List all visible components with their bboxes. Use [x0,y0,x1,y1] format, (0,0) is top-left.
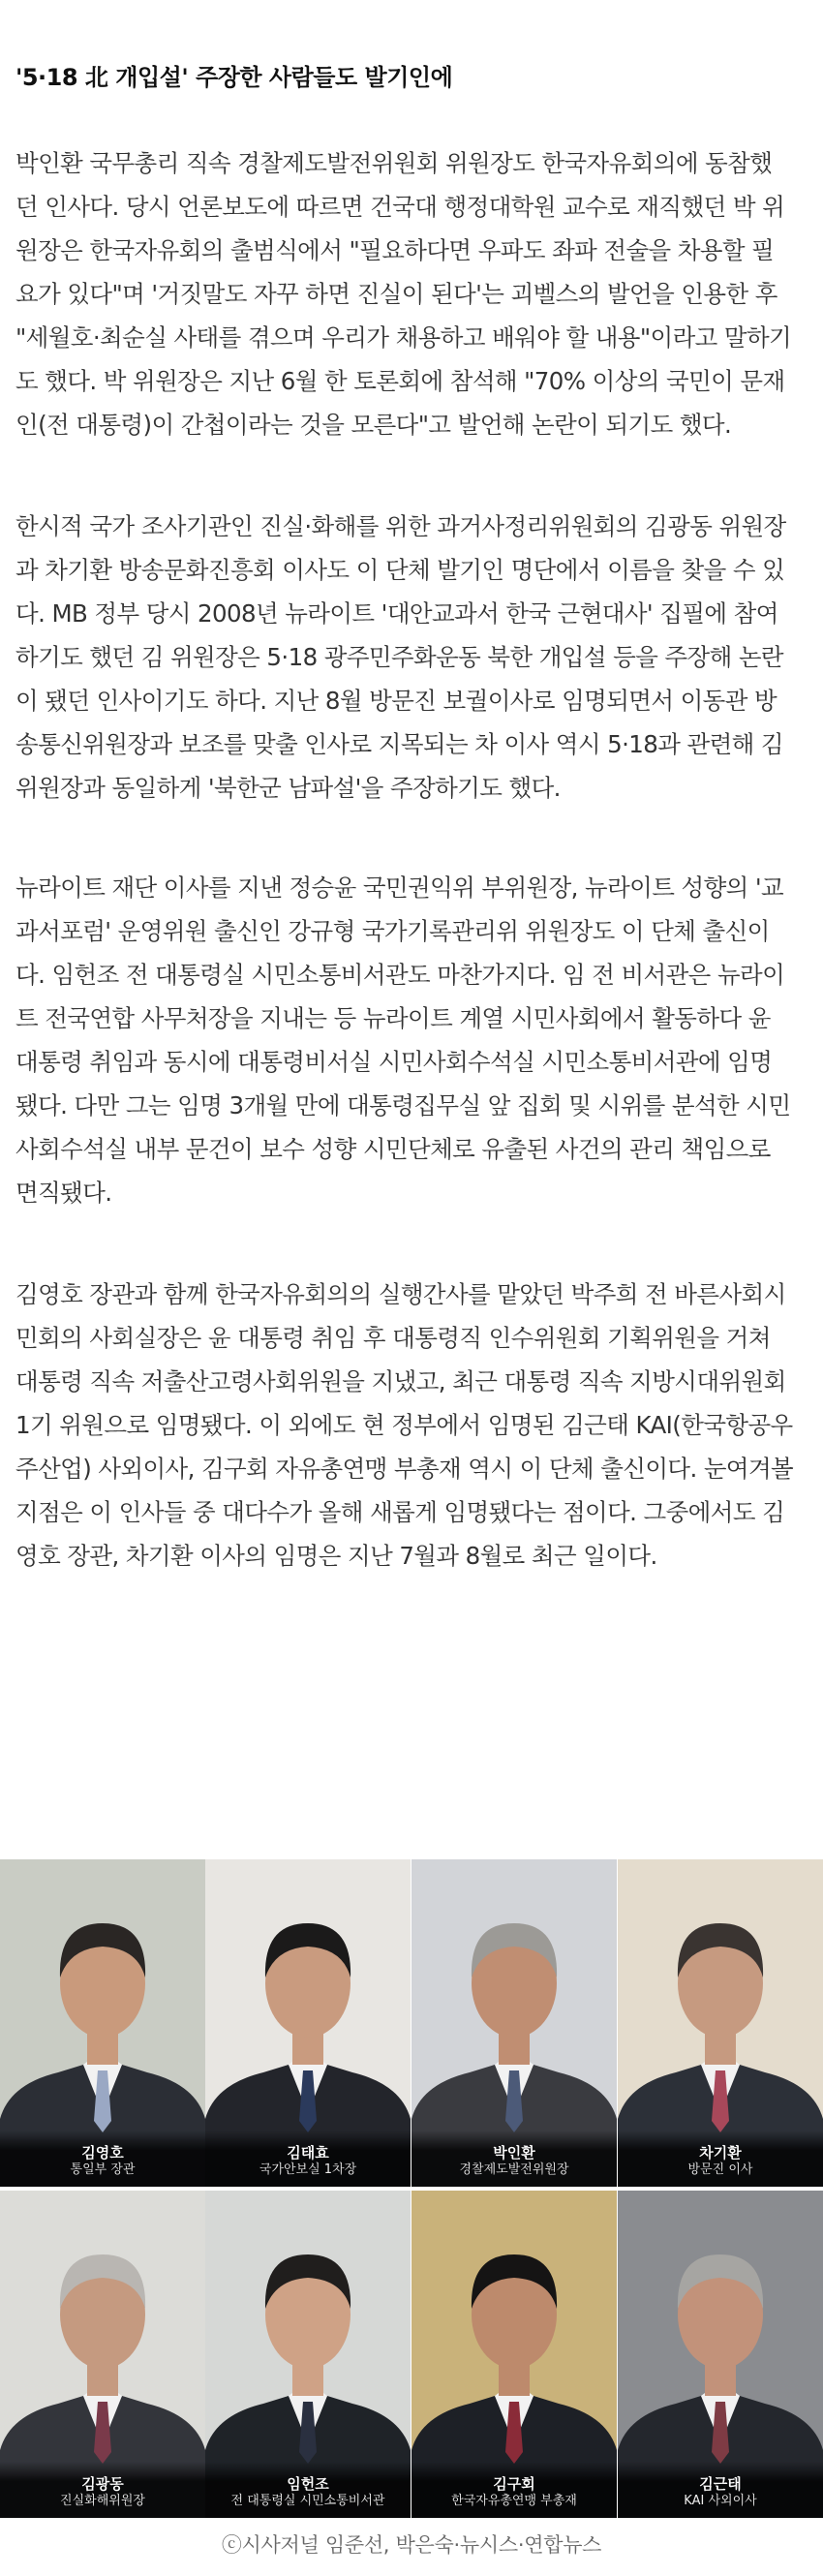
photo-credit: ⓒ시사저널 임준선, 박은숙·뉴시스·연합뉴스 [221,2533,602,2557]
portrait-caption [412,2131,617,2187]
portrait-name: 김태효 [287,2144,329,2162]
portrait-title: KAI 사외이사 [684,2494,757,2508]
paragraph-3: 뉴라이트 재단 이사를 지낸 정승윤 국민권익위 부위원장, 뉴라이트 성향의 '교과서포럼' 운영위원 출신인 강규형 국가기록관리위 위원장도 이 단체 출신이다. 임헌조 전 대통령실 시민소통비서관도 마찬가지다. 임 전 비서관은 뉴라이트 전국연합 사무처장을 지내는 등 뉴라이트 계열 시민사회에서 활동하다 윤 대통령 취임과 동시에 대통령비서실 시민사회수석실 시민소통비서관에 임명됐다. 다만 그는 임명 3개월 만에 대통령집무실 앞 집회 및 시위를 분석한 시민사회수석실 내부 문건이 보수 성향 시민단체로 유출된 사건의 관리 책임으로 면직됐다. [15,874,791,1207]
portrait-card [412,2191,617,2518]
portrait-caption [618,2131,823,2187]
portrait-name: 차기환 [699,2144,742,2162]
portrait-title: 경찰제도발전위원장 [459,2162,569,2177]
portrait-grid [0,1859,823,2518]
portrait-title: 진실화해위원장 [60,2494,145,2508]
portrait-caption [618,2462,823,2518]
paragraph-4: 김영호 장관과 함께 한국자유회의의 실행간사를 맡았던 박주희 전 바른사회시민회의 사회실장은 윤 대통령 취임 후 대통령직 인수위원회 기획위원을 거쳐 대통령 직속 저출산고령사회위원을 지냈고, 최근 대통령 직속 지방시대위원회 1기 위원으로 임명됐다. 이 외에도 현 정부에서 임명된 김근태 KAI(한국항공우주산업) 사외이사, 김구회 자유총연맹 부총재 역시 이 단체 출신이다. 눈여겨볼 지점은 이 인사들 중 대다수가 올해 새롭게 임명됐다는 점이다. 그중에서도 김영호 장관, 차기환 이사의 임명은 지난 7월과 8월로 최근 일이다. [15,1280,794,1570]
portrait-name: 김광동 [81,2475,124,2493]
portrait-title: 한국자유총연맹 부총재 [451,2494,577,2508]
paragraph-1: 박인환 국무총리 직속 경찰제도발전위원회 위원장도 한국자유회의에 동참했던 인사다. 당시 언론보도에 따르면 건국대 행정대학원 교수로 재직했던 박 위원장은 한국자유회의 출범식에서 "필요하다면 우파도 좌파 전술을 차용할 필요가 있다"며 '거짓말도 자꾸 하면 진실이 된다'는 괴벨스의 발언을 인용한 후 "세월호·최순실 사태를 겪으며 우리가 채용하고 배워야 할 내용"이라고 말하기도 했다. 박 위원장은 지난 6월 한 토론회에 참석해 "70% 이상의 국민이 문재인(전 대통령)이 간첩이라는 것을 모른다"고 발언해 논란이 되기도 했다. [15,149,792,439]
portrait-card [618,2191,823,2518]
portrait-caption [205,2131,411,2187]
portrait-name: 김근태 [699,2475,742,2493]
section-heading: '5·18 北 개입설' 주장한 사람들도 발기인에 [15,64,453,91]
portrait-card [0,2191,205,2518]
portrait-card [618,1859,823,2187]
portrait-card [205,2191,411,2518]
portrait-card [0,1859,205,2187]
portrait-name: 임헌조 [287,2475,329,2493]
portrait-title: 통일부 장관 [70,2162,136,2177]
portrait-title: 국가안보실 1차장 [259,2162,357,2177]
portrait-title: 전 대통령실 시민소통비서관 [230,2494,385,2508]
portrait-title: 방문진 이사 [687,2162,753,2177]
portrait-caption [412,2462,617,2518]
portrait-name: 박인환 [493,2144,535,2162]
portrait-caption [0,2462,205,2518]
portrait-name: 김영호 [81,2144,124,2162]
portrait-card [205,1859,411,2187]
paragraph-2: 한시적 국가 조사기관인 진실·화해를 위한 과거사정리위원회의 김광동 위원장과 차기환 방송문화진흥회 이사도 이 단체 발기인 명단에서 이름을 찾을 수 있다. MB 정부 당시 2008년 뉴라이트 '대안교과서 한국 근현대사' 집필에 참여하기도 했던 김 위원장은 5·18 광주민주화운동 북한 개입설 등을 주장해 논란이 됐던 인사이기도 하다. 지난 8월 방문진 보궐이사로 임명되면서 이동관 방송통신위원장과 보조를 맞출 인사로 지목되는 차 이사 역시 5·18과 관련해 김 위원장과 동일하게 '북한군 남파설'을 주장하기도 했다. [15,512,786,802]
portrait-caption [205,2462,411,2518]
portrait-caption [0,2131,205,2187]
portrait-card [412,1859,617,2187]
portrait-name: 김구회 [493,2475,535,2493]
